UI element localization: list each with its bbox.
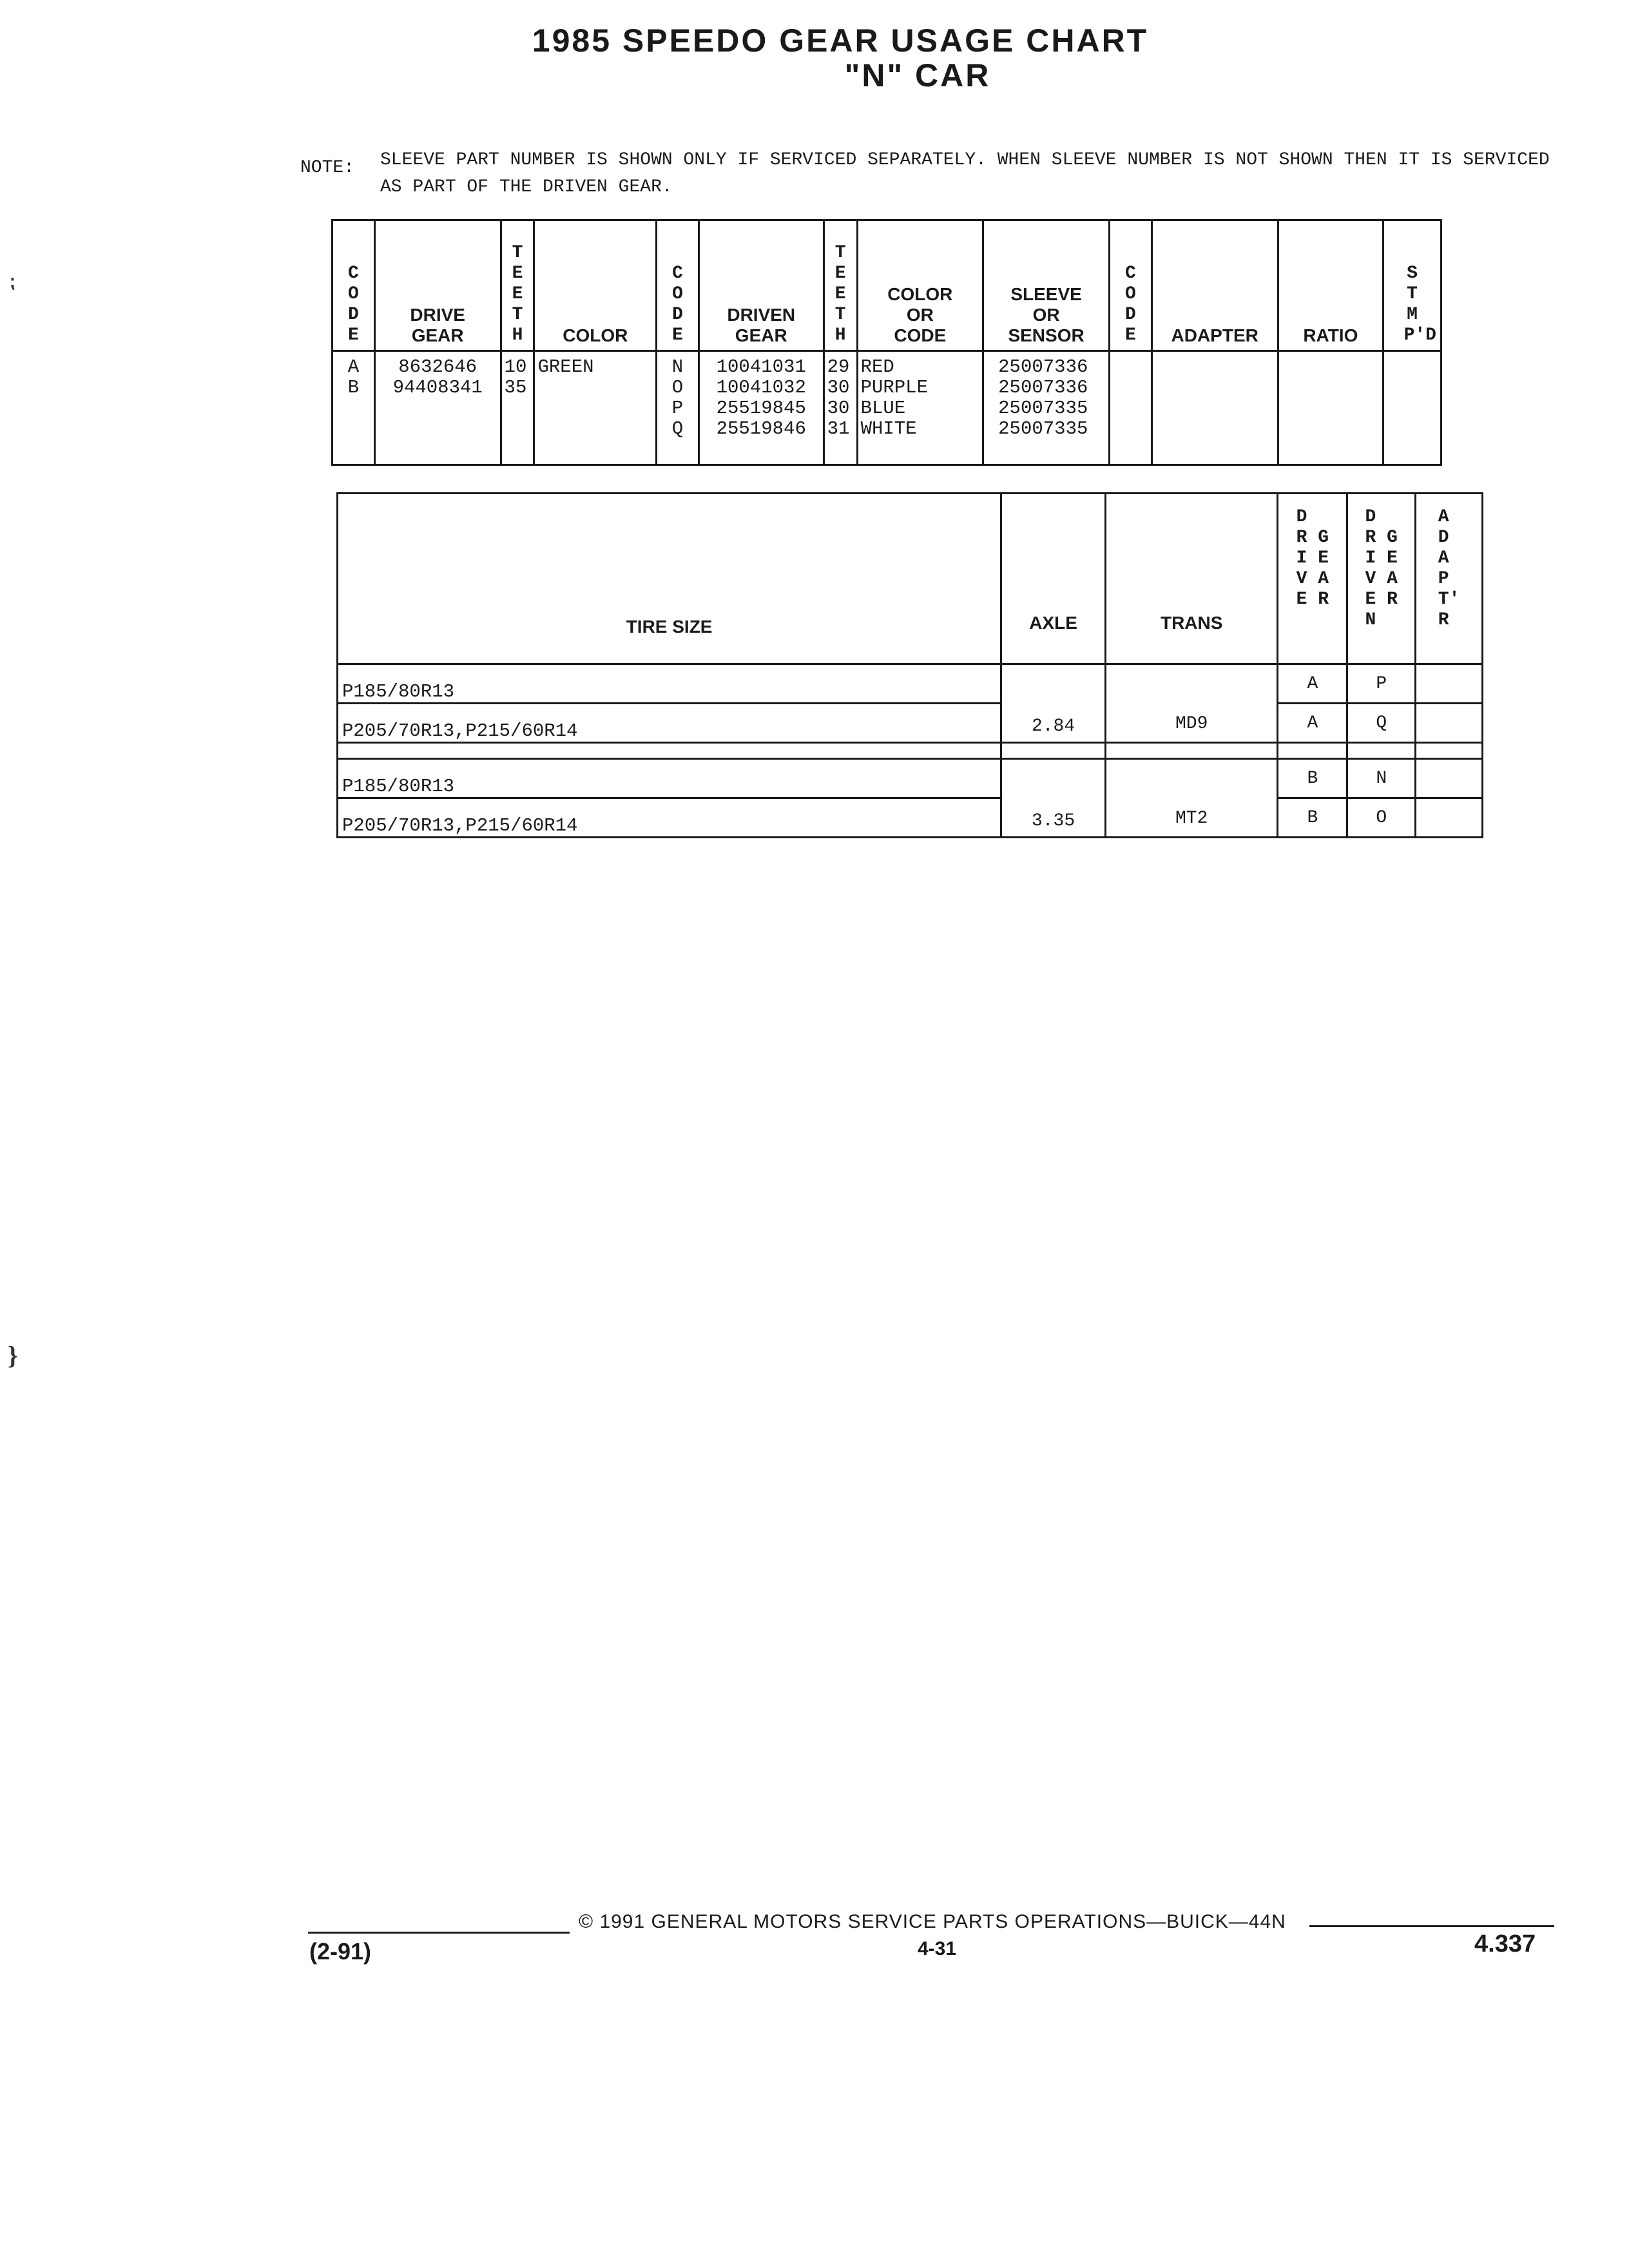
- table-spacer-row: [338, 743, 1483, 759]
- driven-teeth: 29 30 30 31: [827, 356, 850, 439]
- tire-size: P185/80R13: [342, 681, 455, 702]
- gear-table-header: [333, 220, 1441, 351]
- tire-size: P205/70R13,P215/60R14: [342, 815, 578, 836]
- header-teeth: TEETH: [834, 243, 846, 345]
- header-drive-gear: DRIVE GEAR: [410, 305, 465, 345]
- header-stmpd: STMP'D: [1403, 264, 1436, 345]
- footer-copyright: © 1991 GENERAL MOTORS SERVICE PARTS OPERATIONS—BUICK—44N: [579, 1911, 1286, 1932]
- drive-codes: A B: [347, 356, 360, 398]
- footer-rule: [308, 1932, 570, 1934]
- header-adapter: ADAPTER: [1171, 325, 1258, 345]
- drive-teeth: 10 35: [504, 356, 527, 398]
- driven-codes: N O P Q: [671, 356, 684, 439]
- gear-table-body: [333, 351, 1441, 465]
- footer-date: (2-91): [309, 1938, 372, 1965]
- table-row: [338, 704, 1483, 743]
- footer-page-local: 4-31: [918, 1938, 957, 1959]
- header-code: CODE: [672, 264, 683, 345]
- scan-mark: ⁏: [9, 272, 15, 292]
- gear-table: [331, 219, 1442, 466]
- usage-table: [336, 492, 1483, 838]
- driven-gears: 10041031 10041032 25519845 25519846: [716, 356, 806, 439]
- header-drive-gear: D R G I E V A E R: [1296, 507, 1329, 610]
- header-trans: TRANS: [1160, 613, 1223, 633]
- page-subtitle: "N" CAR: [844, 57, 991, 93]
- header-sleeve-or-sensor: SLEEVE OR SENSOR: [1008, 284, 1084, 345]
- header-color: COLOR: [563, 325, 628, 345]
- header-adapter: A D A P T' R: [1438, 507, 1460, 630]
- axle-ratio: 3.35: [1031, 811, 1075, 831]
- header-tire-size: TIRE SIZE: [626, 617, 713, 637]
- driven-colors: RED PURPLE BLUE WHITE: [860, 356, 928, 439]
- drive-gear-code: A: [1307, 713, 1318, 733]
- header-ratio: RATIO: [1303, 325, 1358, 345]
- axle-ratio: 2.84: [1031, 716, 1075, 736]
- header-axle: AXLE: [1029, 613, 1077, 633]
- trans-code: MD9: [1175, 714, 1208, 734]
- driven-gear-code: O: [1376, 807, 1387, 828]
- driven-gear-code: Q: [1376, 713, 1387, 733]
- tire-size: P205/70R13,P215/60R14: [342, 720, 578, 742]
- trans-code: MT2: [1175, 809, 1208, 829]
- usage-table-header: [338, 494, 1483, 664]
- drive-gear-code: A: [1307, 673, 1318, 694]
- header-driven-gear: D R G I E V A E R N: [1365, 507, 1398, 630]
- drive-gear-code: B: [1307, 807, 1318, 828]
- drive-gear-code: B: [1307, 768, 1318, 789]
- footer-rule: [1309, 1925, 1554, 1927]
- header-teeth: TEETH: [512, 243, 523, 345]
- header-code: CODE: [348, 264, 359, 345]
- drive-gears: 8632646 94408341: [392, 356, 483, 398]
- header-color-or-code: COLOR OR CODE: [887, 284, 953, 345]
- table-row: [338, 798, 1483, 838]
- tire-size: P185/80R13: [342, 776, 455, 797]
- footer-page-number: 4.337: [1474, 1930, 1536, 1957]
- driven-gear-code: P: [1376, 673, 1387, 694]
- driven-gear-code: N: [1376, 768, 1387, 789]
- note-text: SLEEVE PART NUMBER IS SHOWN ONLY IF SERVICED SEPARATELY. WHEN SLEEVE NUMBER IS NOT SHOWN THEN IT IS SERVICED AS PART OF THE DRIVEN GEAR.: [380, 150, 1550, 197]
- sleeve-numbers: 25007336 25007336 25007335 25007335: [998, 356, 1088, 439]
- note-label: NOTE:: [300, 158, 355, 178]
- table-row: [338, 664, 1483, 704]
- header-driven-gear: DRIVEN GEAR: [727, 305, 796, 345]
- scan-mark: }: [8, 1341, 18, 1370]
- header-code: CODE: [1125, 264, 1136, 345]
- page-title: 1985 SPEEDO GEAR USAGE CHART: [532, 23, 1149, 59]
- table-row: [338, 759, 1483, 798]
- drive-color: GREEN: [537, 356, 594, 378]
